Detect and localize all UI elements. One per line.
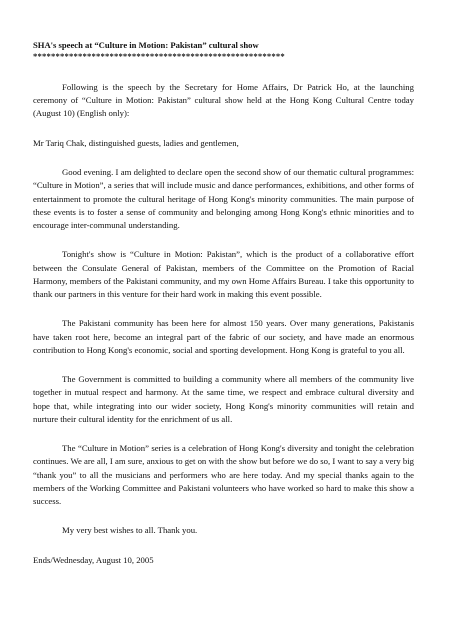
body-paragraph-3: The Pakistani community has been here for almost 150 years. Over many generations, Pakistanis have taken root here, become an integral part of the fabric of our society, and have made an enormous contribution to Hong Kong's economic, social and sporting development. Hong Kong is grateful to you all. [33,318,414,355]
body-paragraph-2: Tonight's show is “Culture in Motion: Pakistan”, which is the product of a collaborative effort between the Consulate General of Pakistan, members of the Committee on the Promotion of Racial Harmony, members of the Pakistani community, and my own Home Affairs Bureau. I take this opportunity to thank our partners in this venture for their hard work in making this event possible. [33,249,414,299]
body-paragraph-4: The Government is committed to building a community where all members of the community live together in mutual respect and harmony. At the same time, we respect and embrace cultural diversity and hope that, while integrating into our wider society, Hong Kong's minority communities will retain and nurture their cultural identity for the enrichment of us all. [33,374,414,424]
intro-paragraph: Following is the speech by the Secretary for Home Affairs, Dr Patrick Ho, at the launching ceremony of “Culture in Motion: Pakistan” cultural show held at the Hong Kong Cultural Centre today (August 10) (English only): [33,82,414,119]
ends-line: Ends/Wednesday, August 10, 2005 [33,554,154,565]
salutation-paragraph: Mr Tariq Chak, distinguished guests, ladies and gentlemen, [33,137,239,148]
closing-paragraph: My very best wishes to all. Thank you. [62,525,198,536]
body-paragraph-1: Good evening. I am delighted to declare open the second show of our thematic cultural programmes: “Culture in Motion”, a series that will include music and dance performances, exhibitions, and other forms of entertainment to promote the cultural heritage of Hong Kong's minority communities. The main purpose of these events is to foster a sense of community and belonging among Hong Kong's ethnic minorities and to encourage inter-communal understanding. [33,167,414,230]
document-title: SHA's speech at “Culture in Motion: Pakistan” cultural show [33,40,259,50]
title-separator: ******************************************************** [33,51,285,61]
body-paragraph-5: The “Culture in Motion” series is a celebration of Hong Kong's diversity and tonight the celebration continues. We are all, I am sure, anxious to get on with the show but before we do so, I want to say a very big “thank you” to all the musicians and performers who are here today. And my special thanks again to the members of the Working Committee and Pakistani volunteers who have worked so hard to make this show a success. [33,443,414,506]
